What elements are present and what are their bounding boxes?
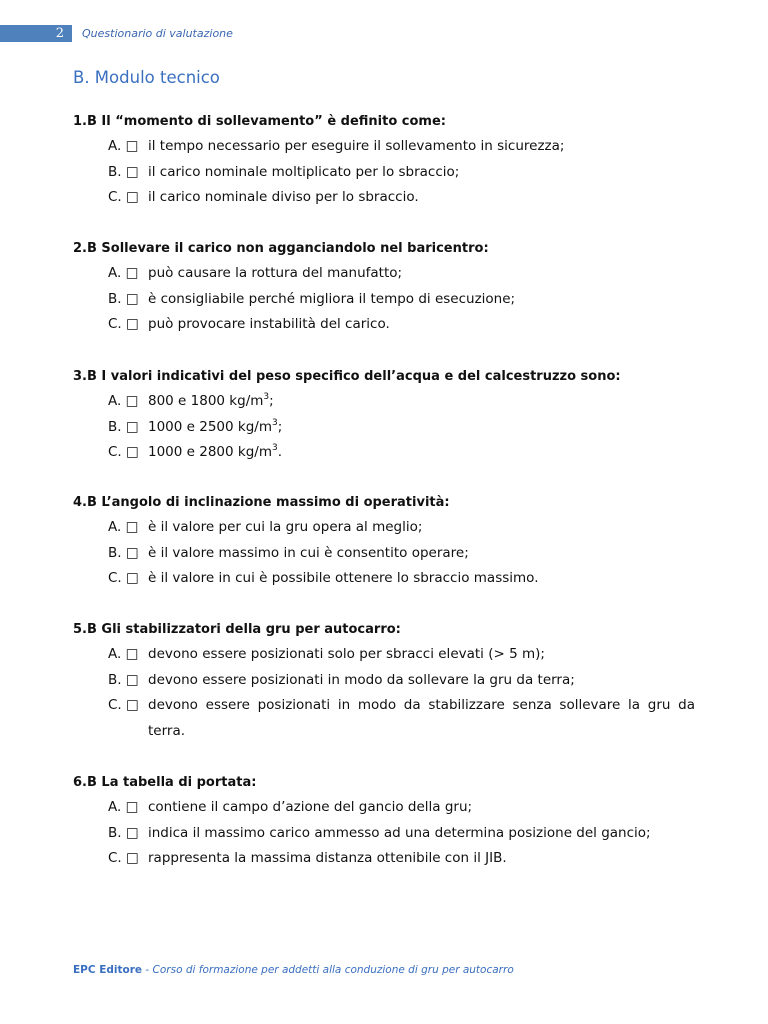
option-a[interactable] bbox=[73, 642, 695, 668]
option-a[interactable] bbox=[73, 261, 695, 287]
option-suffix: ; bbox=[277, 418, 283, 435]
question-6 bbox=[73, 770, 703, 872]
option-text: contiene il campo d’azione del gancio della gru; bbox=[148, 799, 473, 815]
footer-course: Corso di formazione per addetti alla conduzione di gru per autocarro bbox=[152, 964, 514, 976]
superscript: 3 bbox=[271, 417, 278, 428]
question-4 bbox=[73, 490, 703, 592]
option-letter: A. □ bbox=[108, 799, 139, 815]
option-text: 1000 e 2500 kg/m bbox=[148, 418, 272, 435]
option-text: il tempo necessario per eseguire il sollevamento in sicurezza; bbox=[148, 138, 565, 154]
option-b[interactable] bbox=[73, 541, 695, 567]
option-letter: A. □ bbox=[108, 138, 139, 154]
question-1 bbox=[73, 109, 703, 211]
option-letter: B. □ bbox=[108, 671, 139, 688]
option-a[interactable] bbox=[73, 795, 695, 821]
question-text: 3.B I valori indicativi del peso specifico dell’acqua e del calcestruzzo sono: bbox=[73, 369, 621, 384]
question-5 bbox=[73, 617, 703, 745]
section-title: B. Modulo tecnico bbox=[73, 68, 220, 87]
option-a[interactable] bbox=[73, 134, 695, 160]
question-3 bbox=[73, 364, 703, 466]
option-letter: C. □ bbox=[108, 316, 139, 333]
superscript: 3 bbox=[271, 443, 278, 454]
footer-publisher: EPC Editore bbox=[73, 964, 143, 976]
option-c[interactable] bbox=[73, 185, 695, 211]
option-c[interactable] bbox=[73, 312, 695, 338]
option-text: il carico nominale moltiplicato per lo sbraccio; bbox=[148, 163, 460, 180]
option-a[interactable] bbox=[73, 515, 695, 541]
option-a[interactable] bbox=[73, 389, 695, 415]
option-b[interactable] bbox=[73, 287, 695, 313]
option-c[interactable] bbox=[73, 566, 695, 592]
option-text: devono essere posizionati solo per sbracci elevati (> 5 m); bbox=[148, 646, 545, 662]
option-c[interactable] bbox=[73, 440, 695, 466]
option-c[interactable] bbox=[73, 693, 695, 744]
option-text: indica il massimo carico ammesso ad una determina posizione del gancio; bbox=[148, 824, 651, 841]
option-letter: C. □ bbox=[108, 189, 139, 206]
option-letter: A. □ bbox=[108, 646, 139, 662]
option-text: è consigliabile perché migliora il tempo di esecuzione; bbox=[148, 290, 516, 307]
option-letter: B. □ bbox=[108, 418, 139, 435]
option-b[interactable] bbox=[73, 821, 695, 847]
option-letter: A. □ bbox=[108, 265, 139, 281]
option-suffix: . bbox=[277, 444, 283, 461]
option-text: rappresenta la massima distanza ottenibile con il JIB. bbox=[148, 850, 507, 867]
option-text: 1000 e 2800 kg/m bbox=[148, 444, 272, 461]
question-text: 2.B Sollevare il carico non agganciandolo nel baricentro: bbox=[73, 241, 489, 256]
option-letter: A. □ bbox=[108, 393, 139, 409]
footer bbox=[73, 961, 514, 979]
option-text: è il valore massimo in cui è consentito operare; bbox=[148, 544, 469, 561]
option-b[interactable] bbox=[73, 668, 695, 694]
option-b[interactable] bbox=[73, 415, 695, 441]
header-title: Questionario di valutazione bbox=[82, 27, 233, 40]
superscript: 3 bbox=[263, 392, 270, 402]
option-suffix: ; bbox=[269, 393, 274, 409]
option-text: può provocare instabilità del carico. bbox=[148, 316, 390, 333]
option-text: il carico nominale diviso per lo sbraccio. bbox=[148, 189, 419, 206]
option-text: 800 e 1800 kg/m bbox=[148, 393, 264, 409]
option-text: può causare la rottura del manufatto; bbox=[148, 265, 403, 281]
footer-separator: - bbox=[142, 964, 153, 976]
option-text: è il valore in cui è possibile ottenere lo sbraccio massimo. bbox=[148, 570, 539, 587]
option-letter: A. □ bbox=[108, 519, 139, 535]
question-text: 6.B La tabella di portata: bbox=[73, 775, 257, 790]
option-letter: B. □ bbox=[108, 290, 139, 307]
question-text: 1.B Il “momento di sollevamento” è definito come: bbox=[73, 114, 446, 129]
question-text: 4.B L’angolo di inclinazione massimo di operatività: bbox=[73, 495, 450, 510]
option-letter: C. □ bbox=[108, 850, 139, 867]
option-letter: B. □ bbox=[108, 824, 139, 841]
option-b[interactable] bbox=[73, 160, 695, 186]
option-text: devono essere posizionati in modo da stabilizzare senza sollevare la gru da terra. bbox=[148, 697, 695, 740]
question-2 bbox=[73, 236, 703, 338]
option-letter: C. □ bbox=[108, 444, 139, 461]
page-number: 2 bbox=[55, 26, 64, 41]
option-text: devono essere posizionati in modo da sollevare la gru da terra; bbox=[148, 671, 575, 688]
option-letter: B. □ bbox=[108, 544, 139, 561]
question-text: 5.B Gli stabilizzatori della gru per autocarro: bbox=[73, 622, 401, 637]
option-letter: B. □ bbox=[108, 163, 139, 180]
option-letter: C. □ bbox=[108, 697, 139, 714]
option-c[interactable] bbox=[73, 846, 695, 872]
option-letter: C. □ bbox=[108, 570, 139, 587]
option-text: è il valore per cui la gru opera al meglio; bbox=[148, 519, 423, 535]
